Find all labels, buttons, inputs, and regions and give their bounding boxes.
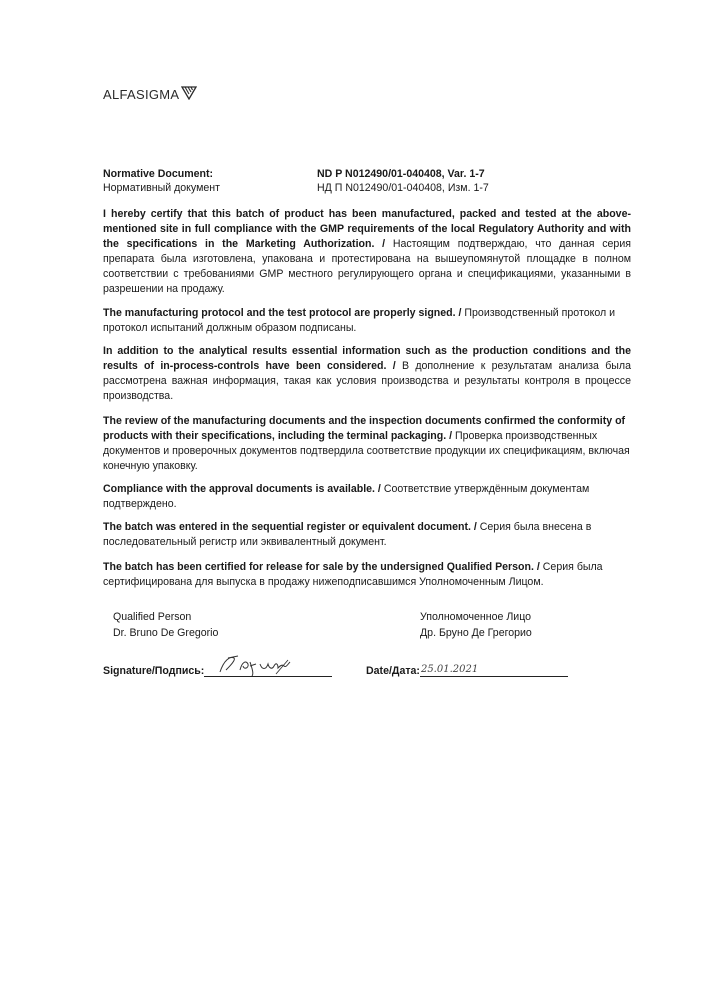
- date-field: [420, 656, 568, 677]
- paragraph-en: I hereby certify that this batch of product has been manufactured, packed and tested at the above-mentioned site in full compliance with the GMP requirements of the local Regulatory Authority and with the specifications in the Marketing Authorization. /: [103, 208, 631, 250]
- paragraph-en: In addition to the analytical results essential information such as the production conditions and the results of in-process-controls have been considered. /: [103, 345, 631, 372]
- paragraph-ru: В дополнение к результатам анализа была рассмотрена важная информация, такая как условия производства и результаты контроля в процессе производства.: [103, 359, 631, 402]
- normative-value-ru: НД П N012490/01-040408, Изм. 1-7: [317, 182, 489, 195]
- signatory-name-en: Dr. Bruno De Gregorio: [113, 626, 219, 639]
- paragraph-en: The batch was entered in the sequential register or equivalent document. /: [103, 521, 477, 533]
- paragraph-en: The batch has been certified for release for sale by the undersigned Qualified Person. /: [103, 561, 540, 573]
- signatory-ru: [420, 610, 532, 641]
- paragraph-ru: Соответствие утверждённым документам подтверждено.: [103, 483, 590, 510]
- signature-label: Signature/Подпись:: [103, 665, 205, 677]
- normative-row-ru: [103, 181, 633, 195]
- compliance-paragraph: [103, 482, 631, 512]
- review-paragraph: [103, 414, 631, 474]
- date-line: [366, 656, 568, 677]
- signatory-name-ru: Др. Бруно Де Грегорио: [420, 626, 532, 639]
- paragraph-ru: Проверка производственных документов и проверочных документов подтвердила соответствие продукции их спецификациям, включая конечную упаковку.: [103, 429, 630, 472]
- logo-text: ALFASIGMA: [103, 87, 180, 102]
- paragraph-en: Compliance with the approval documents is available. /: [103, 483, 381, 495]
- signatory-role-ru: Уполномоченное Лицо: [420, 611, 532, 623]
- paragraph-en: The review of the manufacturing documents and the inspection documents confirmed the conformity of products with their specifications, including the terminal packaging. /: [103, 415, 626, 442]
- handwritten-signature: [216, 652, 306, 678]
- normative-value-en: ND P N012490/01-040408, Var. 1-7: [317, 168, 485, 180]
- signature-line: [103, 656, 332, 677]
- analytical-paragraph: [103, 344, 631, 404]
- handwritten-date: 25.01.2021: [420, 664, 479, 675]
- paragraph-ru: Производственный протокол и протокол испытаний должным образом подписаны.: [103, 307, 616, 334]
- protocol-paragraph: [103, 306, 631, 336]
- normative-label-en: Normative Document:: [103, 168, 214, 180]
- normative-row-en: [103, 167, 633, 181]
- normative-document-block: [103, 167, 633, 196]
- paragraph-ru: Настоящим подтверждаю, что данная серия препарата была изготовлена, упакована и протестирована на вышеупомянутой площадке в полном соответствии с требованиями GMP местного регулирующего органа и спецификациями, указанными в разрешении на продажу.: [103, 237, 631, 295]
- signature-field: [204, 656, 332, 677]
- paragraph-ru: Серия была внесена в последовательный регистр или эквивалентный документ.: [103, 521, 592, 548]
- paragraph-ru: Серия была сертифицирована для выпуска в продажу нижеподписавшимся Уполномоченным Лицом.: [103, 561, 603, 588]
- certification-paragraph: [103, 207, 631, 296]
- normative-label-ru: Нормативный документ: [103, 182, 220, 195]
- date-label: Date/Дата:: [366, 665, 420, 677]
- paragraph-en: The manufacturing protocol and the test protocol are properly signed. /: [103, 307, 462, 319]
- company-logo: [103, 86, 197, 102]
- signatory-role-en: Qualified Person: [113, 611, 192, 623]
- alfasigma-mark-icon: [181, 86, 197, 100]
- release-paragraph: [103, 560, 631, 590]
- register-paragraph: [103, 520, 631, 550]
- signatory-en: [113, 610, 218, 641]
